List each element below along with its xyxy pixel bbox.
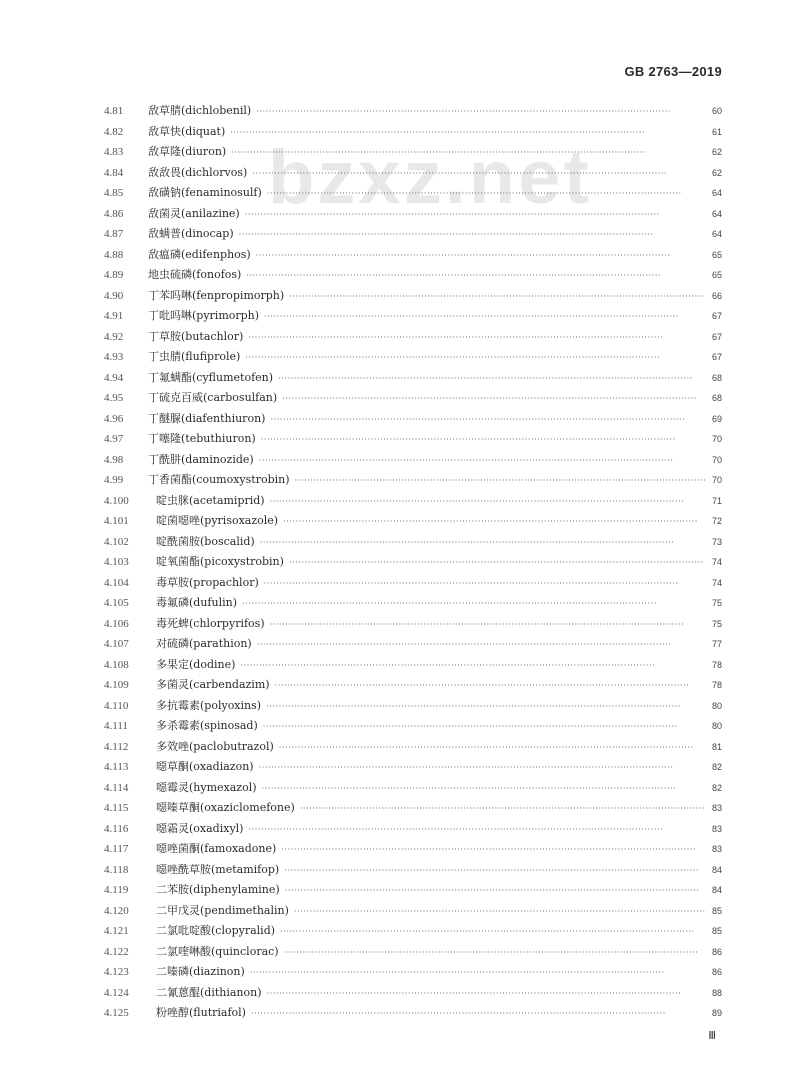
toc-entry[interactable] (0, 532, 800, 553)
page-reference: 70 (711, 475, 722, 485)
dot-leader (281, 861, 706, 882)
dot-leader (267, 615, 706, 636)
toc-entry[interactable] (0, 675, 800, 696)
dot-leader (275, 369, 706, 390)
dot-leader (257, 533, 706, 554)
page-reference: 84 (711, 885, 722, 895)
section-number: 4.121 (104, 925, 129, 937)
dot-leader (228, 143, 706, 164)
page-reference: 64 (711, 188, 722, 198)
dot-leader (277, 922, 706, 943)
toc-entry[interactable] (0, 142, 800, 163)
page-reference: 64 (711, 229, 722, 239)
toc-entry[interactable] (0, 901, 800, 922)
section-title: 丁硫克百威(carbosulfan) (148, 391, 278, 404)
toc-entry[interactable] (0, 737, 800, 758)
section-number: 4.102 (104, 535, 129, 548)
toc-entry[interactable] (0, 614, 800, 635)
dot-leader (264, 184, 706, 205)
section-title: 毒死蜱(chlorpyrifos) (156, 616, 265, 630)
section-number: 4.90 (104, 289, 124, 302)
page-reference: 83 (711, 823, 722, 834)
dot-leader (267, 410, 706, 431)
section-title: 噁霉灵(hymexazol) (156, 780, 257, 794)
page-reference: 70 (711, 454, 722, 465)
page-reference: 83 (711, 844, 722, 854)
toc-entry[interactable] (0, 429, 800, 450)
section-number: 4.125 (104, 1007, 129, 1019)
page-reference: 74 (711, 577, 722, 588)
page-reference: 70 (711, 434, 722, 444)
section-number: 4.122 (104, 945, 129, 958)
page-reference: 66 (711, 290, 722, 301)
page-reference: 61 (711, 126, 722, 137)
dot-leader (227, 123, 706, 144)
section-title: 多杀霉素(spinosad) (156, 719, 258, 732)
page-reference: 65 (711, 249, 722, 260)
section-number: 4.87 (104, 228, 124, 240)
section-title: 二氯喹啉酸(quinclorac) (156, 944, 279, 958)
toc-entry[interactable] (0, 491, 800, 512)
page-reference: 77 (711, 639, 722, 649)
section-number: 4.82 (104, 125, 124, 138)
page-reference: 86 (711, 946, 722, 957)
section-number: 4.119 (104, 884, 129, 896)
section-number: 4.95 (104, 392, 124, 404)
toc-entry[interactable] (0, 819, 800, 840)
page-reference: 84 (711, 864, 722, 875)
section-title: 敌菌灵(anilazine) (148, 206, 240, 220)
dot-leader (261, 307, 706, 328)
section-number: 4.109 (104, 679, 129, 691)
section-title: 敌瘟磷(edifenphos) (148, 247, 251, 261)
dot-leader (254, 635, 706, 656)
section-title: 毒草胺(propachlor) (156, 575, 259, 589)
toc-entry[interactable] (0, 306, 800, 327)
toc-entry[interactable] (0, 880, 800, 901)
page-reference: 71 (711, 495, 722, 506)
section-number: 4.96 (104, 412, 124, 425)
toc-entry[interactable] (0, 122, 800, 143)
toc-entry[interactable] (0, 716, 800, 737)
section-title: 噁草酮(oxadiazon) (156, 760, 254, 773)
section-title: 啶酰菌胺(boscalid) (156, 534, 255, 548)
section-title: 噁唑酰草胺(metamifop) (156, 862, 280, 876)
section-number: 4.84 (104, 166, 124, 179)
table-of-contents (0, 101, 800, 1024)
toc-entry[interactable] (0, 183, 800, 204)
section-title: 丁香菌酯(coumoxystrobin) (148, 473, 290, 486)
dot-leader (261, 574, 706, 595)
toc-entry[interactable] (0, 593, 800, 614)
toc-entry[interactable] (0, 573, 800, 594)
page-reference: 74 (711, 557, 722, 567)
page-reference: 67 (711, 331, 722, 342)
section-title: 多抗霉素(polyoxins) (156, 698, 262, 712)
page-reference: 89 (711, 1008, 722, 1018)
toc-entry[interactable] (0, 921, 800, 942)
toc-entry[interactable] (0, 798, 800, 819)
section-number: 4.81 (104, 105, 124, 117)
section-number: 4.97 (104, 433, 124, 445)
section-title: 丁虫腈(flufiprole) (148, 350, 241, 363)
dot-leader (276, 738, 706, 759)
section-title: 丁草胺(butachlor) (148, 329, 244, 343)
section-number: 4.85 (104, 187, 124, 199)
dot-leader (256, 451, 706, 472)
page-reference: 68 (711, 393, 722, 403)
dot-leader (281, 943, 706, 964)
dot-leader (292, 471, 706, 492)
dot-leader (280, 512, 706, 533)
page-reference: 69 (711, 413, 722, 424)
dot-leader (256, 758, 706, 779)
toc-entry[interactable] (0, 983, 800, 1004)
dot-leader (260, 717, 706, 738)
dot-leader (286, 553, 706, 574)
section-number: 4.123 (104, 966, 129, 978)
toc-entry[interactable] (0, 757, 800, 778)
page-reference: 60 (711, 106, 722, 116)
toc-entry[interactable] (0, 634, 800, 655)
page-number: Ⅲ (708, 1030, 716, 1042)
dot-leader (245, 820, 706, 841)
dot-leader (286, 287, 706, 308)
toc-entry[interactable] (0, 347, 800, 368)
toc-entry[interactable] (0, 860, 800, 881)
page-reference: 83 (711, 803, 722, 813)
section-number: 4.88 (104, 248, 124, 261)
page-reference: 80 (711, 721, 722, 731)
section-title: 二苯胺(diphenylamine) (156, 883, 280, 896)
section-title: 啶菌噁唑(pyrisoxazole) (156, 514, 279, 527)
section-title: 敌敌畏(dichlorvos) (148, 165, 248, 179)
section-title: 毒氟磷(dufulin) (156, 596, 237, 609)
section-title: 对硫磷(parathion) (156, 637, 252, 650)
section-number: 4.98 (104, 453, 124, 466)
section-number: 4.114 (104, 781, 129, 794)
section-number: 4.83 (104, 146, 124, 158)
dot-leader (242, 348, 706, 369)
section-title: 地虫硫磷(fonofos) (148, 268, 242, 281)
dot-leader (245, 328, 706, 349)
dot-leader (253, 246, 706, 267)
toc-entry[interactable] (0, 101, 800, 122)
section-title: 啶氧菌酯(picoxystrobin) (156, 555, 284, 568)
section-title: 啶虫脒(acetamiprid) (156, 493, 265, 507)
toc-entry[interactable] (0, 245, 800, 266)
toc-entry[interactable] (0, 778, 800, 799)
section-title: 多菌灵(carbendazim) (156, 678, 270, 691)
dot-leader (278, 840, 706, 861)
section-number: 4.110 (104, 699, 129, 712)
section-number: 4.106 (104, 617, 129, 630)
toc-entry[interactable] (0, 327, 800, 348)
section-title: 敌草腈(dichlobenil) (148, 104, 252, 117)
page-reference: 85 (711, 905, 722, 916)
dot-leader (247, 963, 706, 984)
section-title: 敌磺钠(fenaminosulf) (148, 186, 262, 199)
section-number: 4.89 (104, 269, 124, 281)
section-number: 4.93 (104, 351, 124, 363)
section-number: 4.107 (104, 638, 129, 650)
page-reference: 67 (711, 311, 722, 321)
dot-leader (264, 984, 706, 1005)
page-reference: 68 (711, 372, 722, 383)
page-reference: 86 (711, 967, 722, 977)
toc-entry[interactable] (0, 839, 800, 860)
dot-leader (272, 676, 706, 697)
dot-leader (237, 656, 706, 677)
section-number: 4.100 (104, 494, 129, 507)
section-title: 噁霜灵(oxadixyl) (156, 821, 244, 835)
section-number: 4.116 (104, 822, 129, 835)
page-reference: 65 (711, 270, 722, 280)
section-title: 敌草快(diquat) (148, 124, 226, 138)
toc-entry[interactable] (0, 1003, 800, 1024)
section-number: 4.111 (104, 720, 128, 732)
toc-entry[interactable] (0, 552, 800, 573)
page-reference: 82 (711, 782, 722, 793)
dot-leader (263, 697, 706, 718)
toc-entry[interactable] (0, 265, 800, 286)
section-title: 多效唑(paclobutrazol) (156, 739, 274, 753)
page-reference: 88 (711, 987, 722, 998)
page-reference: 67 (711, 352, 722, 362)
page-reference: 64 (711, 208, 722, 219)
page-reference: 81 (711, 741, 722, 752)
toc-entry[interactable] (0, 962, 800, 983)
section-title: 丁噻隆(tebuthiuron) (148, 432, 256, 445)
toc-entry[interactable] (0, 696, 800, 717)
section-title: 二氰蒽醌(dithianon) (156, 985, 262, 999)
dot-leader (236, 225, 706, 246)
section-number: 4.120 (104, 904, 129, 917)
section-number: 4.94 (104, 371, 124, 384)
dot-leader (253, 102, 706, 123)
watermark: bzxz.net (268, 135, 592, 220)
toc-entry[interactable] (0, 942, 800, 963)
dot-leader (291, 902, 706, 923)
dot-leader (267, 492, 706, 513)
toc-entry[interactable] (0, 204, 800, 225)
toc-entry[interactable] (0, 163, 800, 184)
toc-entry[interactable] (0, 450, 800, 471)
dot-leader (297, 799, 706, 820)
section-title: 二嗪磷(diazinon) (156, 965, 245, 978)
section-title: 二甲戊灵(pendimethalin) (156, 903, 289, 917)
section-number: 4.112 (104, 740, 129, 753)
section-title: 丁酰肼(daminozide) (148, 452, 254, 466)
section-number: 4.86 (104, 207, 124, 220)
dot-leader (248, 1004, 706, 1025)
page-reference: 80 (711, 700, 722, 711)
section-title: 粉唑醇(flutriafol) (156, 1006, 246, 1019)
page-reference: 78 (711, 680, 722, 690)
toc-entry[interactable] (0, 511, 800, 532)
standard-number: GB 2763—2019 (624, 64, 722, 79)
section-number: 4.118 (104, 863, 129, 876)
section-title: 丁氟螨酯(cyflumetofen) (148, 370, 274, 384)
section-title: 噁唑菌酮(famoxadone) (156, 842, 277, 855)
section-number: 4.91 (104, 310, 124, 322)
dot-leader (279, 389, 706, 410)
dot-leader (243, 266, 706, 287)
section-number: 4.103 (104, 556, 129, 568)
section-number: 4.101 (104, 515, 129, 527)
toc-entry[interactable] (0, 655, 800, 676)
dot-leader (258, 430, 706, 451)
section-title: 敌草隆(diuron) (148, 145, 227, 158)
section-title: 丁苯吗啉(fenpropimorph) (148, 288, 285, 302)
section-title: 敌螨普(dinocap) (148, 227, 234, 240)
dot-leader (282, 881, 706, 902)
section-number: 4.115 (104, 802, 129, 814)
toc-entry[interactable] (0, 388, 800, 409)
page-reference: 75 (711, 618, 722, 629)
section-number: 4.108 (104, 658, 129, 671)
section-number: 4.92 (104, 330, 124, 343)
section-title: 多果定(dodine) (156, 657, 236, 671)
page-reference: 78 (711, 659, 722, 670)
toc-entry[interactable] (0, 368, 800, 389)
page-reference: 62 (711, 147, 722, 157)
page-reference: 82 (711, 762, 722, 772)
toc-entry[interactable] (0, 224, 800, 245)
section-title: 丁醚脲(diafenthiuron) (148, 411, 266, 425)
toc-entry[interactable] (0, 409, 800, 430)
section-number: 4.113 (104, 761, 129, 773)
section-title: 二氯吡啶酸(clopyralid) (156, 924, 276, 937)
dot-leader (242, 205, 706, 226)
dot-leader (249, 164, 706, 185)
section-number: 4.99 (104, 474, 124, 486)
section-title: 丁吡吗啉(pyrimorph) (148, 309, 260, 322)
page-reference: 72 (711, 516, 722, 526)
section-title: 噁嗪草酮(oxaziclomefone) (156, 801, 295, 814)
toc-entry[interactable] (0, 470, 800, 491)
page-reference: 75 (711, 598, 722, 608)
section-number: 4.104 (104, 576, 129, 589)
page-reference: 62 (711, 167, 722, 178)
dot-leader (239, 594, 706, 615)
toc-entry[interactable] (0, 286, 800, 307)
section-number: 4.124 (104, 986, 129, 999)
page-reference: 73 (711, 536, 722, 547)
section-number: 4.117 (104, 843, 129, 855)
dot-leader (259, 779, 706, 800)
page-reference: 85 (711, 926, 722, 936)
section-number: 4.105 (104, 597, 129, 609)
